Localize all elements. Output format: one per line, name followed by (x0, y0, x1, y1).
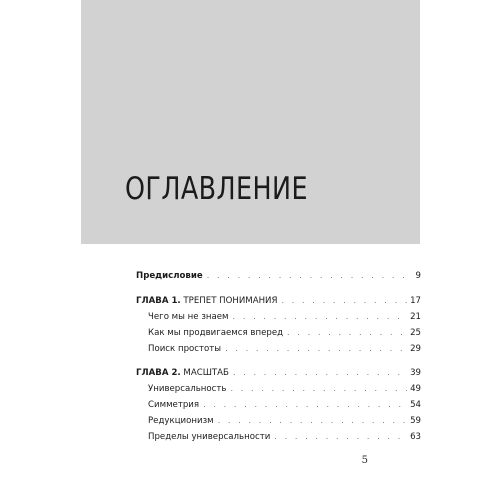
dot-leader (287, 326, 407, 340)
dot-leader (225, 342, 407, 356)
dot-leader (274, 430, 407, 444)
chapter-title: МАСШТАБ (180, 368, 229, 378)
dot-leader (233, 310, 408, 324)
toc-entry-page: 25 (410, 328, 421, 338)
toc-entry-chapter-1 (136, 294, 421, 308)
toc-entry-preface (136, 269, 421, 283)
toc-entry-section (148, 310, 421, 324)
toc-entry-section (148, 398, 421, 412)
toc-entry-page: 63 (410, 432, 421, 442)
book-page (81, 0, 420, 500)
section-title: Универсальность (148, 384, 227, 394)
toc-entry-chapter-2 (136, 366, 421, 380)
dot-leader (233, 366, 407, 380)
dot-leader (203, 398, 407, 412)
toc-entry-section (148, 342, 421, 356)
toc-entry-page: 9 (415, 271, 421, 281)
toc-entry-title: Предисловие (136, 271, 203, 281)
toc-entry-page: 21 (410, 312, 421, 322)
header-band (81, 0, 420, 244)
toc-entry-section (148, 414, 421, 428)
page-title: ОГЛАВЛЕНИЕ (125, 171, 308, 207)
chapter-title: ТРЕПЕТ ПОНИМАНИЯ (180, 296, 278, 306)
toc-entry-section (148, 430, 421, 444)
section-title: Редукционизм (148, 416, 214, 426)
toc-entry-page: 17 (410, 296, 421, 306)
toc-entry-page: 39 (410, 368, 421, 378)
section-title: Поиск простоты (148, 344, 222, 354)
dot-leader (281, 294, 407, 308)
dot-leader (218, 414, 407, 428)
page-number: 5 (361, 455, 368, 466)
section-title: Как мы продвигаемся вперед (148, 328, 284, 338)
toc-entry-page: 29 (410, 344, 421, 354)
dot-leader (207, 269, 413, 283)
toc-entry-page: 59 (410, 416, 421, 426)
toc-entry-page: 49 (410, 384, 421, 394)
toc-entry-section (148, 382, 421, 396)
chapter-label: ГЛАВА 2. (136, 368, 181, 378)
dot-leader (230, 382, 407, 396)
section-title: Чего мы не знаем (148, 312, 229, 322)
toc-entry-section (148, 326, 421, 340)
toc-entry-page: 54 (410, 400, 421, 410)
section-title: Симметрия (148, 400, 200, 410)
chapter-label: ГЛАВА 1. (136, 296, 181, 306)
section-title: Пределы универсальности (148, 432, 271, 442)
